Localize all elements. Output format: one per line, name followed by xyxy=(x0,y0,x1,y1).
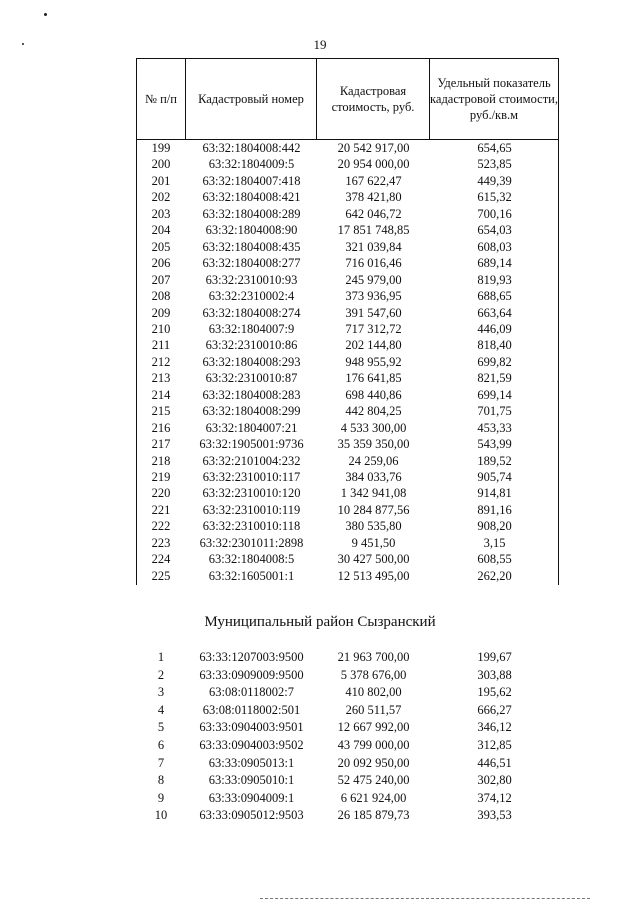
unit-value: 3,15 xyxy=(483,535,506,550)
cadastral-value: 26 185 879,73 xyxy=(337,808,410,823)
cadastral-value: 378 421,80 xyxy=(345,190,402,205)
unit-value: 663,64 xyxy=(477,305,512,320)
cadastral-number: 63:32:1804008:442 xyxy=(202,141,301,155)
cadastral-value: 5 378 676,00 xyxy=(340,667,407,682)
unit-value: 700,16 xyxy=(477,206,512,221)
scan-edge-line xyxy=(260,898,590,899)
table-row xyxy=(136,437,559,454)
table-row xyxy=(136,157,559,174)
scan-speck xyxy=(44,13,47,16)
cadastral-number: 63:32:2310010:87 xyxy=(205,371,298,386)
table-row xyxy=(136,421,559,438)
table-row xyxy=(136,756,559,773)
cadastral-value: 12 513 495,00 xyxy=(337,568,410,583)
cadastral-number: 63:33:0905013:1 xyxy=(208,755,295,770)
cadastral-value: 4 533 300,00 xyxy=(340,420,407,435)
cadastral-number: 63:32:1804007:21 xyxy=(205,420,298,435)
cadastral-number: 63:08:0118002:501 xyxy=(202,702,301,717)
row-number: 221 xyxy=(151,502,171,517)
table-row xyxy=(136,388,559,405)
cadastral-number: 63:32:1804008:90 xyxy=(205,223,298,238)
cadastral-number: 63:32:2310010:120 xyxy=(202,486,301,501)
unit-value: 908,20 xyxy=(477,519,512,534)
unit-value: 302,80 xyxy=(477,773,512,788)
unit-value: 303,88 xyxy=(477,667,512,682)
cadastral-value: 698 440,86 xyxy=(345,387,402,402)
table-row xyxy=(136,503,559,520)
row-number: 7 xyxy=(157,755,165,770)
cadastral-number: 63:32:1804008:289 xyxy=(202,206,301,221)
cadastral-number: 63:32:1804008:293 xyxy=(202,354,301,369)
row-number: 224 xyxy=(151,552,171,567)
cadastral-number: 63:32:1804009:5 xyxy=(208,157,295,172)
unit-value: 393,53 xyxy=(477,808,512,823)
table-row xyxy=(136,190,559,207)
unit-value: 449,39 xyxy=(477,173,512,188)
row-number: 222 xyxy=(151,519,171,534)
table-row xyxy=(136,371,559,388)
cadastral-value: 245 979,00 xyxy=(345,272,402,287)
table-row xyxy=(136,470,559,487)
cadastral-number: 63:32:1905001:9736 xyxy=(199,437,304,452)
cadastral-number: 63:32:1804008:274 xyxy=(202,305,301,320)
cadastral-number: 63:33:0904003:9501 xyxy=(199,720,304,735)
section-title: Муниципальный район Сызранский xyxy=(204,614,436,630)
cadastral-number: 63:32:2310010:118 xyxy=(202,519,301,534)
table-row xyxy=(136,569,559,586)
table-row xyxy=(136,486,559,503)
table-row xyxy=(136,223,559,240)
row-number: 209 xyxy=(151,305,171,320)
unit-value: 374,12 xyxy=(477,790,512,805)
row-number: 200 xyxy=(151,157,171,172)
table-row xyxy=(136,289,559,306)
cadastral-value: 642 046,72 xyxy=(345,206,402,221)
cadastral-number: 63:32:2101004:232 xyxy=(202,453,301,468)
row-number: 8 xyxy=(157,773,165,788)
cadastral-value: 9 451,50 xyxy=(351,535,396,550)
cadastral-number: 63:08:0118002:7 xyxy=(209,685,294,700)
row-number: 218 xyxy=(151,453,171,468)
cadastral-value: 35 359 350,00 xyxy=(337,437,410,452)
cadastral-number: 63:33:0904009:1 xyxy=(208,790,295,805)
page-number: 19 xyxy=(313,37,327,52)
table-row xyxy=(136,536,559,553)
unit-value: 688,65 xyxy=(477,289,512,304)
cadastral-number: 63:32:1804008:283 xyxy=(202,387,301,402)
unit-value: 689,14 xyxy=(477,256,512,271)
cadastral-number: 63:32:2310010:93 xyxy=(205,272,298,287)
cadastral-value: 20 092 950,00 xyxy=(337,755,410,770)
cadastral-number: 63:33:0904003:9502 xyxy=(199,738,304,752)
cadastral-value: 30 427 500,00 xyxy=(337,552,410,567)
unit-value: 523,85 xyxy=(477,157,512,172)
cadastral-value: 716 016,46 xyxy=(345,256,402,271)
table-row xyxy=(136,322,559,339)
cadastral-value: 948 955,92 xyxy=(345,354,402,369)
cadastral-number: 63:33:0909009:9500 xyxy=(199,667,304,682)
unit-value: 905,74 xyxy=(477,470,512,484)
row-number: 199 xyxy=(151,141,171,155)
header-unit-value: Удельный показатель кадастровой стоимости, руб./кв.м xyxy=(430,76,558,122)
table-row xyxy=(136,519,559,536)
cadastral-number: 63:32:1804008:277 xyxy=(202,256,301,271)
cadastral-value: 43 799 000,00 xyxy=(337,738,410,752)
row-number: 208 xyxy=(151,289,171,304)
row-number: 223 xyxy=(151,535,171,550)
cadastral-value: 717 312,72 xyxy=(345,321,402,336)
table-row xyxy=(136,273,559,290)
table-row xyxy=(136,141,559,158)
cadastral-value: 10 284 877,56 xyxy=(337,502,410,517)
table-row xyxy=(136,668,559,685)
cadastral-number: 63:32:1804007:9 xyxy=(208,321,295,336)
row-number: 206 xyxy=(151,256,171,271)
row-number: 201 xyxy=(151,173,171,188)
cadastral-value: 380 535,80 xyxy=(345,519,402,534)
cadastral-value: 373 936,95 xyxy=(345,289,402,304)
cadastral-number: 63:32:2310010:86 xyxy=(205,338,298,353)
row-number: 211 xyxy=(151,338,171,353)
cadastral-value: 1 342 941,08 xyxy=(340,486,407,501)
cadastral-value: 17 851 748,85 xyxy=(337,223,410,238)
cadastral-value: 321 039,84 xyxy=(345,239,402,254)
unit-value: 699,82 xyxy=(477,354,512,369)
cadastral-value: 176 641,85 xyxy=(345,371,402,386)
table-row xyxy=(136,174,559,191)
table-header xyxy=(136,58,559,140)
cadastral-number: 63:32:1804008:435 xyxy=(202,239,301,254)
cadastral-number: 63:32:1804008:299 xyxy=(202,404,301,419)
unit-value: 608,03 xyxy=(477,239,512,254)
row-number: 220 xyxy=(151,486,171,501)
row-number: 212 xyxy=(151,354,171,369)
cadastral-number: 63:32:2301011:2898 xyxy=(199,535,304,550)
cadastral-number: 63:32:2310010:117 xyxy=(202,470,301,484)
cadastral-value: 21 963 700,00 xyxy=(337,650,410,664)
unit-value: 821,59 xyxy=(477,371,512,386)
table-row xyxy=(136,306,559,323)
table-row xyxy=(136,773,559,790)
cadastral-number: 63:32:1804008:5 xyxy=(208,552,295,567)
cadastral-value: 6 621 924,00 xyxy=(340,790,407,805)
unit-value: 819,93 xyxy=(477,272,512,287)
table-row xyxy=(136,720,559,737)
cadastral-number: 63:32:1804008:421 xyxy=(202,190,301,205)
cadastral-value: 391 547,60 xyxy=(345,305,402,320)
unit-value: 446,09 xyxy=(477,321,512,336)
unit-value: 701,75 xyxy=(477,404,512,419)
cadastral-number: 63:32:2310010:119 xyxy=(202,502,301,517)
table-row xyxy=(136,338,559,355)
table-row xyxy=(136,703,559,720)
table-row xyxy=(136,791,559,808)
cadastral-number: 63:32:1605001:1 xyxy=(208,568,295,583)
header-cadastral-value: Кадастровая стоимость, руб. xyxy=(331,84,415,114)
unit-value: 543,99 xyxy=(477,437,512,452)
table-row xyxy=(136,355,559,372)
unit-value: 818,40 xyxy=(477,338,512,353)
cadastral-value: 52 475 240,00 xyxy=(337,773,410,788)
row-number: 1 xyxy=(157,650,165,664)
unit-value: 666,27 xyxy=(477,702,512,717)
row-number: 203 xyxy=(151,206,171,221)
row-number: 4 xyxy=(157,702,165,717)
unit-value: 195,62 xyxy=(477,685,512,700)
row-number: 207 xyxy=(151,272,171,287)
table-row xyxy=(136,256,559,273)
table-row xyxy=(136,552,559,569)
unit-value: 699,14 xyxy=(477,387,512,402)
table-row xyxy=(136,240,559,257)
row-number: 219 xyxy=(151,470,171,484)
row-number: 210 xyxy=(151,321,171,336)
row-number: 225 xyxy=(151,568,171,583)
unit-value: 453,33 xyxy=(477,420,512,435)
unit-value: 608,55 xyxy=(477,552,512,567)
row-number: 10 xyxy=(154,808,168,823)
row-number: 215 xyxy=(151,404,171,419)
unit-value: 346,12 xyxy=(477,720,512,735)
table-row xyxy=(136,808,559,825)
table-row xyxy=(136,650,559,667)
row-number: 6 xyxy=(157,738,165,752)
row-number: 217 xyxy=(151,437,171,452)
unit-value: 654,03 xyxy=(477,223,512,238)
row-number: 3 xyxy=(157,685,165,700)
table-row xyxy=(136,404,559,421)
unit-value: 189,52 xyxy=(477,453,512,468)
cadastral-number: 63:33:1207003:9500 xyxy=(199,650,304,664)
header-number: № п/п xyxy=(145,92,177,106)
unit-value: 446,51 xyxy=(477,755,512,770)
row-number: 9 xyxy=(157,790,165,805)
table-row xyxy=(136,738,559,755)
cadastral-value: 167 622,47 xyxy=(345,173,402,188)
table-row xyxy=(136,454,559,471)
cadastral-number: 63:32:2310002:4 xyxy=(208,289,295,304)
row-number: 5 xyxy=(157,720,165,735)
cadastral-value: 260 511,57 xyxy=(345,702,402,717)
unit-value: 199,67 xyxy=(477,650,512,664)
row-number: 202 xyxy=(151,190,171,205)
unit-value: 891,16 xyxy=(477,502,512,517)
row-number: 213 xyxy=(151,371,171,386)
cadastral-value: 410 802,00 xyxy=(345,685,402,700)
unit-value: 312,85 xyxy=(477,738,512,752)
cadastral-value: 20 542 917,00 xyxy=(337,141,410,155)
header-cadastral-number: Кадастровый номер xyxy=(198,92,304,106)
row-number: 205 xyxy=(151,239,171,254)
row-number: 216 xyxy=(151,420,171,435)
cadastral-number: 63:33:0905012:9503 xyxy=(199,808,304,823)
cadastral-value: 20 954 000,00 xyxy=(337,157,410,172)
unit-value: 262,20 xyxy=(477,568,512,583)
row-number: 204 xyxy=(151,223,171,238)
cadastral-value: 442 804,25 xyxy=(345,404,402,419)
cadastral-value: 384 033,76 xyxy=(345,470,402,484)
cadastral-number: 63:33:0905010:1 xyxy=(208,773,295,788)
cadastral-value: 12 667 992,00 xyxy=(337,720,410,735)
table-row xyxy=(136,207,559,224)
unit-value: 615,32 xyxy=(477,190,512,205)
table-row xyxy=(136,685,559,702)
row-number: 214 xyxy=(151,387,171,402)
unit-value: 654,65 xyxy=(477,141,512,155)
cadastral-value: 202 144,80 xyxy=(345,338,402,353)
cadastral-value: 24 259,06 xyxy=(348,453,399,468)
cadastral-number: 63:32:1804007:418 xyxy=(202,173,301,188)
row-number: 2 xyxy=(157,667,165,682)
unit-value: 914,81 xyxy=(477,486,512,501)
